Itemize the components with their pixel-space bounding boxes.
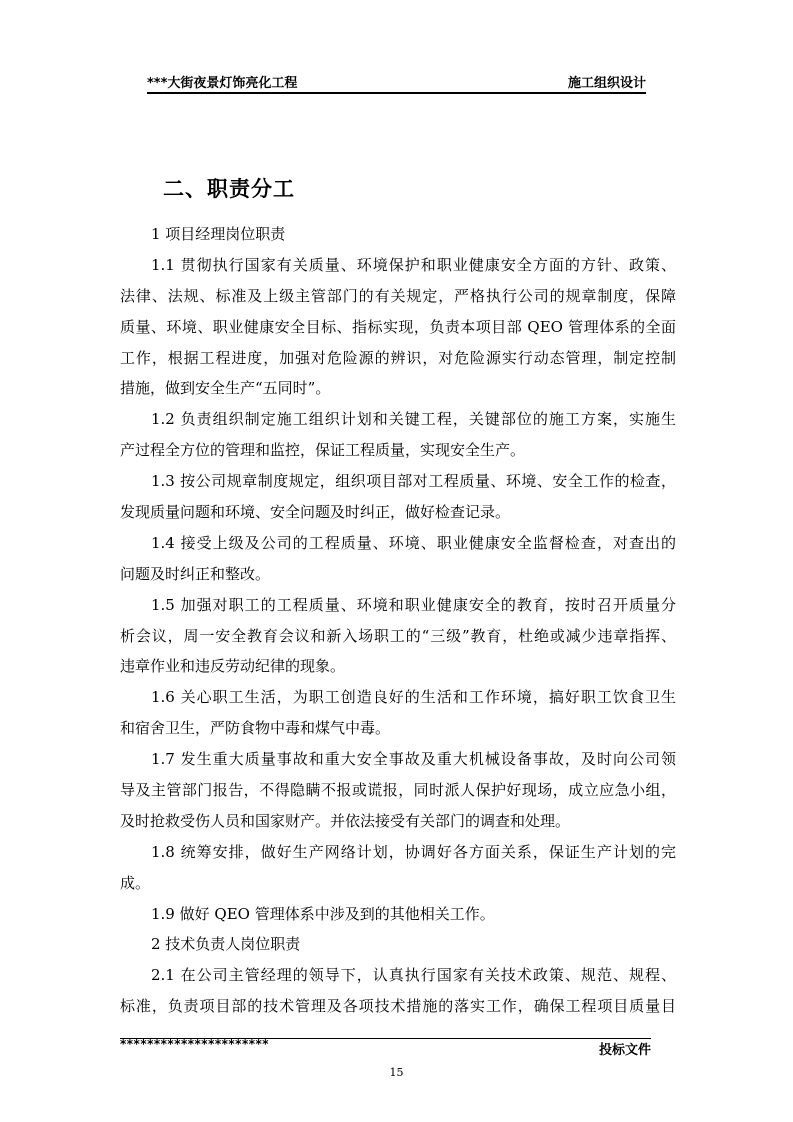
text-line: 1.1 贯彻执行国家有关质量、环境保护和职业健康安全方面的方针、政策、 [151,255,676,274]
text-line: 成。 [120,873,151,892]
section-title: 二、职责分工 [163,177,295,201]
text-line: 导及主管部门报告，不得隐瞒不报或谎报，同时派人保护好现场，成立应急小组， [120,781,676,800]
text-line: 1.8 统筹安排，做好生产网络计划，协调好各方面关系，保证生产计划的完 [151,842,676,861]
text-line: 标准，负责项目部的技术管理及各项技术措施的落实工作，确保工程项目质量目 [120,997,676,1016]
page-header [147,70,646,94]
text-line: 及时抢救受伤人员和国家财产。并依法接受有关部门的调查和处理。 [120,811,571,830]
subheading-technical-lead: 2 技术负责人岗位职责 [151,935,301,954]
text-line: 工作，根据工程进度，加强对危险源的辨识，对危险源实行动态管理，制定控制 [120,348,676,367]
text-line: 1.6 关心职工生活，为职工创造良好的生活和工作环境，搞好职工饮食卫生 [151,688,676,707]
page-footer [120,1038,651,1059]
text-line: 法律、法规、标准及上级主管部门的有关规定，严格执行公司的规章制度，保障 [120,286,676,305]
text-line: 违章作业和违反劳动纪律的现象。 [120,657,346,676]
text-line: 1.5 加强对职工的工程质量、环境和职业健康安全的教育，按时召开质量分 [151,595,676,614]
header-project-title: ***大街夜景灯饰亮化工程 [147,76,298,91]
text-line: 1.9 做好 QEO 管理体系中涉及到的其他相关工作。 [151,904,495,923]
subheading-project-manager: 1 项目经理岗位职责 [151,225,286,243]
text-line: 和宿舍卫生，严防食物中毒和煤气中毒。 [120,719,391,738]
text-line: 发现质量问题和环境、安全问题及时纠正，做好检查记录。 [120,503,511,522]
text-line: 1.7 发生重大质量事故和重大安全事故及重大机械设备事故，及时向公司领 [151,750,676,769]
text-line: 质量、环境、职业健康安全目标、指标实现，负责本项目部 QEO 管理体系的全面 [120,317,676,336]
text-line: 1.2 负责组织制定施工组织计划和关键工程，关键部位的施工方案，实施生 [151,410,676,429]
body-text [120,219,676,1022]
text-line: 析会议，周一安全教育会议和新入场职工的“三级”教育，杜绝或减少违章指挥、 [120,626,676,645]
text-line: 问题及时纠正和整改。 [120,564,271,583]
footer-document-label: 投标文件 [598,1043,651,1058]
text-line: 1.4 接受上级及公司的工程质量、环境、职业健康安全监督检查，对查出的 [151,533,676,552]
text-line: 措施，做到安全生产“五同时”。 [120,379,331,398]
text-line: 产过程全方位的管理和监控，保证工程质量，实现安全生产。 [120,441,526,460]
text-line: 1.3 按公司规章制度规定，组织项目部对工程质量、环境、安全工作的检查， [151,472,676,491]
header-document-type: 施工组织设计 [567,76,646,91]
footer-stars: ********************** [120,1037,270,1051]
page-number: 15 [389,1066,404,1079]
text-line: 2.1 在公司主管经理的领导下，认真执行国家有关技术政策、规范、规程、 [151,966,676,985]
